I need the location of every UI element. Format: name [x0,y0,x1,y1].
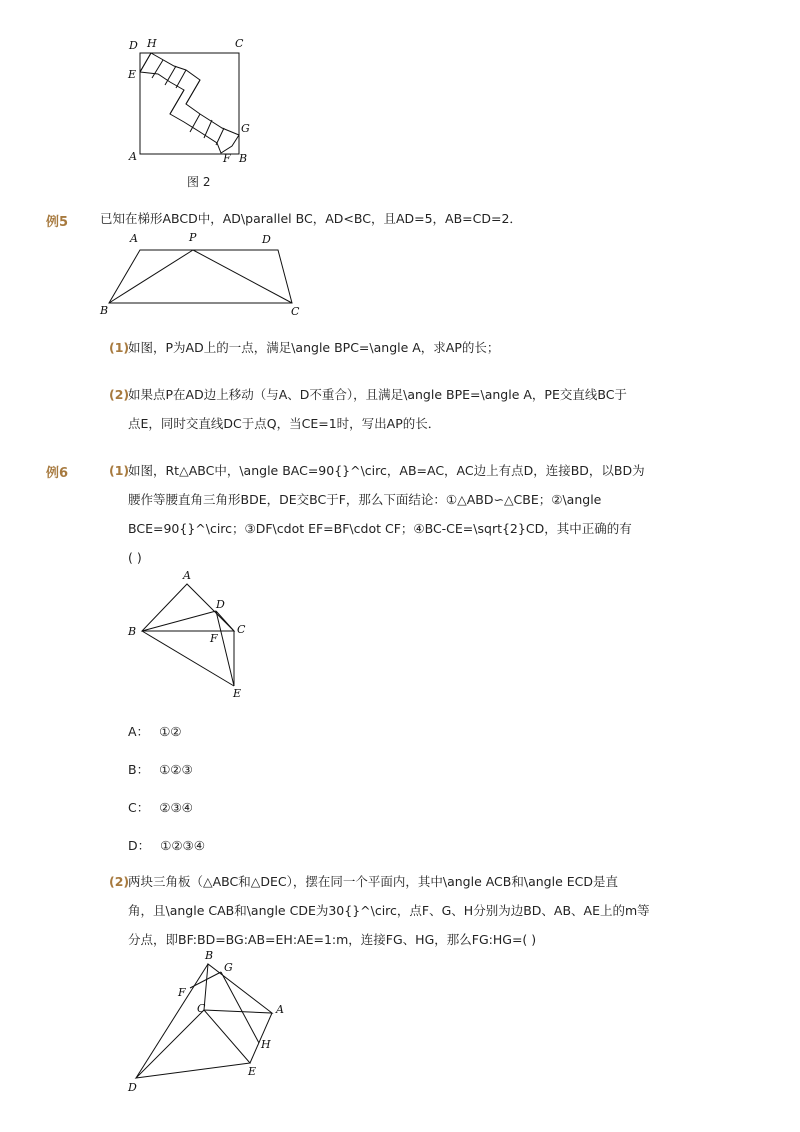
option-b-value: ①②③ [159,762,193,777]
fig2-label-d: D [129,39,138,52]
option-c-value: ②③④ [159,800,193,815]
option-b[interactable] [128,760,193,778]
trapezoid-svg [96,230,316,322]
q1fig-label-f: F [210,632,218,645]
trap-label-b: B [100,304,109,317]
trap-label-d: D [262,233,271,246]
option-d[interactable] [128,836,205,854]
example-6-q1-tag: (1) [109,463,130,478]
example-6-q1-figure [122,568,262,702]
q2fig-label-c: C [197,1002,206,1015]
q1fig-label-d: D [216,598,225,611]
q2fig-label-a: A [276,1003,284,1016]
example-5-intro: 已知在梯形ABCD中，AD\parallel BC，AD<BC，且AD=5，AB=CD=2． [100,211,522,226]
option-b-label: B： [128,762,150,777]
example-5-q2-line1: 如果点P在AD边上移动（与A、D不重合），且满足\angle BPE=\angle A，PE交直线BC于 [128,387,627,402]
figure-2-caption: 图 2 [187,175,211,189]
q1fig-label-c: C [237,623,246,636]
figure-2-square [120,34,260,170]
q1fig-label-a: A [183,569,191,582]
q1fig-label-b: B [128,625,137,638]
example-6-q2-line3: 分点，即BF:BD=BG:AB=EH:AE=1:m，连接FG、HG，那么FG:HG=( ) [128,932,537,947]
example-5-tag: 例5 [46,215,69,230]
fig2-label-h: H [147,37,157,50]
q2fig-label-d: D [128,1081,137,1094]
option-a-label: A： [128,724,150,739]
q2fig-label-b: B [205,949,214,962]
option-c-label: C： [128,800,150,815]
option-a[interactable] [128,722,181,740]
example-6-tag: 例6 [46,466,69,481]
trap-label-p: P [189,231,197,244]
example-5-q2-tag: (2) [109,387,130,402]
q2fig-label-f: F [178,986,186,999]
trap-label-a: A [130,232,138,245]
example-5-q2-line2: 点E，同时交直线DC于点Q，当CE=1时，写出AP的长． [128,416,441,431]
option-d-value: ①②③④ [160,838,205,853]
fig2-label-b: B [239,152,248,165]
example-6-q2-line2: 角，且\angle CAB和\angle CDE为30{}^\circ，点F、G、H分别为边BD、AB、AE上的m等 [128,903,650,918]
example-6-q1-line1: 如图，Rt△ABC中，\angle BAC=90{}^\circ，AB=AC，AC边上有点D，连接BD，以BD为 [128,463,645,478]
option-c[interactable] [128,798,193,816]
example-6-q1-line2: 腰作等腰直角三角形BDE，DE交BC于F，那么下面结论：①△ABD∽△CBE；②\angle [128,492,602,507]
fig2-label-e: E [128,68,137,81]
example-6-q1-line3: BCE=90{}^\circ；③DF\cdot EF=BF\cdot CF；④BC-CE=\sqrt{2}CD，其中正确的有 [128,521,632,536]
example-6-q1-line4: ( ) [128,550,142,565]
option-d-label: D： [128,838,151,853]
trap-label-c: C [291,305,300,318]
option-a-value: ①② [159,724,182,739]
figure-2-svg [120,34,260,170]
q2fig-label-g: G [224,961,233,974]
two-triangles-svg [122,950,302,1095]
q1fig-label-e: E [233,687,242,700]
example-5-q1-text: 如图，P为AD上的一点，满足\angle BPC=\angle A，求AP的长； [128,340,500,355]
rt-triangle-svg [122,568,262,702]
fig2-label-a: A [129,150,137,163]
q2fig-label-h: H [261,1038,271,1051]
example-6-q2-tag: (2) [109,874,130,889]
example-6-q2-figure [122,950,302,1095]
fig2-label-g: G [241,122,250,135]
example-6-q2-line1: 两块三角板（△ABC和△DEC），摆在同一个平面内，其中\angle ACB和\angle ECD是直 [128,874,618,889]
fig2-label-c: C [235,37,244,50]
fig2-label-f: F [223,152,231,165]
example-5-q1-tag: (1) [109,340,130,355]
q2fig-label-e: E [248,1065,257,1078]
example-5-trapezoid-figure [96,230,316,322]
